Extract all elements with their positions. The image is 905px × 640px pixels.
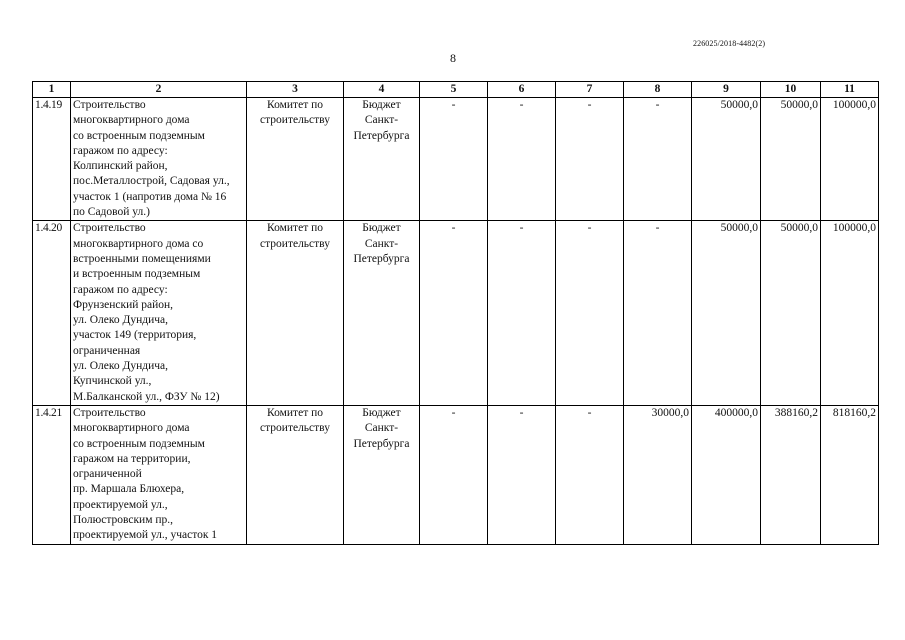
value-cell-10: 388160,2: [761, 405, 821, 544]
value-cell-9: 50000,0: [692, 221, 761, 406]
row-number-cell: 1.4.20: [33, 221, 71, 406]
value-cell-8: -: [624, 221, 692, 406]
value-cell-9: 400000,0: [692, 405, 761, 544]
description-cell: Строительство многоквартирного дома со встроенным подземным гаражом по адресу: Колпинский район, пос.Металлострой, Садовая ул., участок 1 (напротив дома № 16 по Садовой ул.): [71, 98, 247, 221]
table-row: [33, 405, 879, 544]
value-cell-8: -: [624, 98, 692, 221]
funding-source-cell: Бюджет Санкт- Петербурга: [344, 405, 420, 544]
page-number: 8: [450, 51, 456, 65]
value-cell-11: 100000,0: [821, 98, 879, 221]
value-cell-10: 50000,0: [761, 98, 821, 221]
table-row: [33, 98, 879, 221]
value-cell-6: -: [488, 405, 556, 544]
executor-cell: Комитет по строительству: [247, 221, 344, 406]
column-header: 4: [344, 82, 420, 98]
row-number-cell: 1.4.21: [33, 405, 71, 544]
description-cell: Строительство многоквартирного дома со встроенным подземным гаражом на территории, ограниченной пр. Маршала Блюхера, проектируемой ул., Полюстровским пр., проектируемой ул., участок 1: [71, 405, 247, 544]
column-header: 7: [556, 82, 624, 98]
budget-table: [32, 81, 879, 545]
value-cell-7: -: [556, 405, 624, 544]
description-cell: Строительство многоквартирного дома со встроенными помещениями и встроенным подземным гаражом по адресу: Фрунзенский район, ул. Олеко Дундича, участок 149 (территория, ограниченная ул. Олеко Дундича, Купчинской ул., М.Балканской ул., ФЗУ № 12): [71, 221, 247, 406]
column-header: 5: [420, 82, 488, 98]
funding-source-cell: Бюджет Санкт- Петербурга: [344, 221, 420, 406]
column-header: 3: [247, 82, 344, 98]
value-cell-6: -: [488, 221, 556, 406]
value-cell-11: 818160,2: [821, 405, 879, 544]
funding-source-cell: Бюджет Санкт- Петербурга: [344, 98, 420, 221]
executor-cell: Комитет по строительству: [247, 98, 344, 221]
value-cell-7: -: [556, 221, 624, 406]
column-header: 1: [33, 82, 71, 98]
value-cell-11: 100000,0: [821, 221, 879, 406]
value-cell-5: -: [420, 221, 488, 406]
column-header: 2: [71, 82, 247, 98]
value-cell-6: -: [488, 98, 556, 221]
column-header: 6: [488, 82, 556, 98]
header-row: [33, 82, 879, 98]
document-id: 226025/2018-4482(2): [693, 39, 766, 48]
value-cell-5: -: [420, 98, 488, 221]
executor-cell: Комитет по строительству: [247, 405, 344, 544]
value-cell-7: -: [556, 98, 624, 221]
value-cell-8: 30000,0: [624, 405, 692, 544]
column-header: 11: [821, 82, 879, 98]
value-cell-9: 50000,0: [692, 98, 761, 221]
column-header: 10: [761, 82, 821, 98]
table-row: [33, 221, 879, 406]
column-header: 8: [624, 82, 692, 98]
row-number-cell: 1.4.19: [33, 98, 71, 221]
column-header: 9: [692, 82, 761, 98]
value-cell-5: -: [420, 405, 488, 544]
value-cell-10: 50000,0: [761, 221, 821, 406]
